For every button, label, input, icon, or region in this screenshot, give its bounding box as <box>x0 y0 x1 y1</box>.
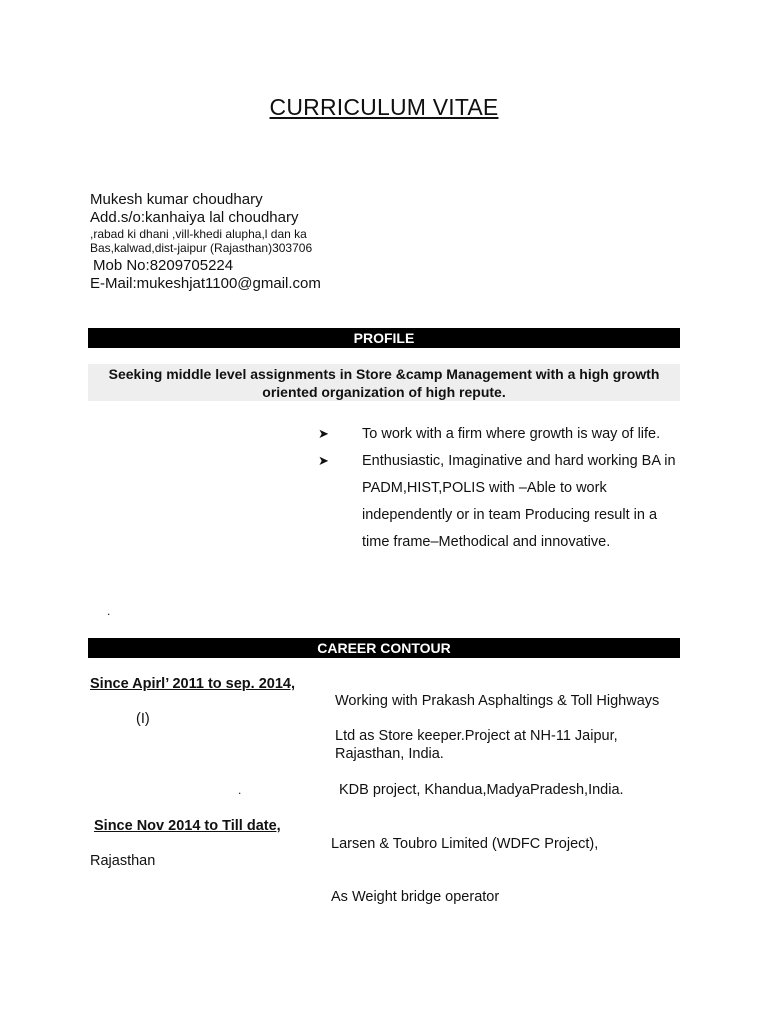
arrow-bullet-icon: ➤ <box>318 426 329 441</box>
profile-bullet: Enthusiastic, Imaginative and hard working BA in PADM,HIST,POLIS with –Able to work independently or in team Producing result in a time frame–Methodical and innovative. <box>362 453 676 550</box>
job1-period: Since Apirl’ 2011 to sep. 2014, <box>90 676 295 692</box>
document-title: CURRICULUM VITAE <box>269 94 499 120</box>
profile-bullet: To work with a firm where growth is way of life. <box>362 426 661 442</box>
objective-line-1: Seeking middle level assignments in Store &camp Management with a high growth <box>108 366 660 382</box>
job2-location: Rajasthan <box>90 853 156 869</box>
job1-line-1: Working with Prakash Asphaltings & Toll Highways <box>335 693 660 709</box>
address-line-1: Add.s/o:kanhaiya lal choudhary <box>90 209 299 226</box>
stray-dot: . <box>107 604 111 618</box>
stray-dot: . <box>238 783 242 797</box>
job1-line-2: Ltd as Store keeper.Project at NH-11 Jaipur, <box>335 728 618 744</box>
job2-period: Since Nov 2014 to Till date, <box>94 818 281 834</box>
job1-marker: (I) <box>136 711 150 727</box>
arrow-bullet-icon: ➤ <box>318 453 329 468</box>
mobile-number: Mob No:8209705224 <box>93 257 234 274</box>
email-address: E-Mail:mukeshjat1100@gmail.com <box>90 275 321 292</box>
objective-line-2: oriented organization of high repute. <box>262 384 506 400</box>
address-line-2: ,rabad ki dhani ,vill-khedi alupha,l dan ka <box>90 227 307 241</box>
job1-line-3: Rajasthan, India. <box>335 746 444 762</box>
career-heading: CAREER CONTOUR <box>88 638 680 658</box>
candidate-name: Mukesh kumar choudhary <box>90 191 263 208</box>
job2-line-1: Larsen & Toubro Limited (WDFC Project), <box>331 836 599 852</box>
job1-line-4: KDB project, Khandua,MadyaPradesh,India. <box>339 782 624 798</box>
address-line-3: Bas,kalwad,dist-jaipur (Rajasthan)303706 <box>90 241 313 255</box>
job2-line-2: As Weight bridge operator <box>331 889 500 905</box>
profile-heading: PROFILE <box>88 328 680 348</box>
career-objective <box>88 364 680 401</box>
